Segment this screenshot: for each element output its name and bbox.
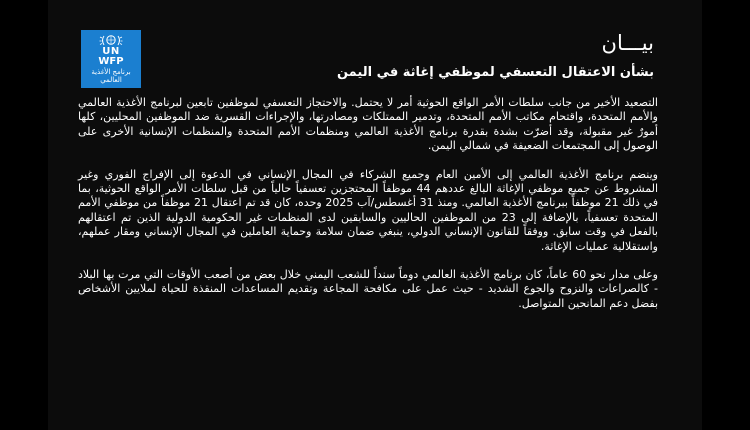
wfp-logo	[81, 30, 141, 88]
logo-arabic-text	[91, 68, 130, 84]
paragraph-1: التصعيد الأخير من جانب سلطات الأمر الواقع الحوثية أمر لا يحتمل. والاحتجاز التعسفي لموظفين تابعين لبرنامج الأغذية العالمي والأمم المتحدة، واقتحام مكاتب الأمم المتحدة، وتدمير الممتلكات ومصادرتها، والإجراءات القسرية ضد الموظفين المحليين، كلها أمورٌ غير مقبولة، وقد أضرّت بشدة بقدرة برنامج الأغذية العالمي ومنظمات الأمم المتحدة والمنظمات الإنسانية الأخرى على الوصول إلى المجتمعات الضعيفة في شمالي اليمن.	[78, 96, 658, 153]
statement-title: بيـــان	[601, 31, 654, 55]
paragraph-2: وينضم برنامج الأغذية العالمي إلى الأمين العام وجميع الشركاء في المجال الإنساني في الدعوة إلى الإفراج الفوري وغير المشروط عن جميع موظفي الإغاثة البالغ عددهم 44 موظفاً المحتجزين تعسفياً حالياً من قبل سلطات الأمر الواقع الحوثية، بما في ذلك 21 موظفاً ببرنامج الأغذية العالمي. ومنذ 31 أغسطس/آب 2025 وحده، كان قد تم اعتقال 21 موظفاً من موظفي الأمم المتحدة تعسفياً، بالإضافة إلى 23 من الموظفين الحاليين والسابقين لدى المنظمات غير الحكومية الدولية الذين تم اعتقالهم بالفعل في وقت سابق. ووفقاً للقانون الإنساني الدولي، ينبغي ضمان سلامة وحماية العاملين في المجال الإنساني ومقار عملهم، واستقلالية عمليات الإغاثة.	[78, 167, 659, 253]
heading-block	[337, 30, 654, 82]
statement-body	[78, 96, 658, 325]
un-laurel-icon	[96, 33, 126, 47]
statement-subtitle: بشأن الاعتقال التعسفي لموظفي إغاثة في اليمن	[336, 65, 654, 80]
statement-page	[48, 0, 702, 430]
logo-arabic-line1: برنامج الأغذية	[91, 68, 131, 76]
paragraph-3: وعلى مدار نحو 60 عاماً، كان برنامج الأغذية العالمي دوماً سنداً للشعب اليمني خلال بعض من أصعب الأوقات التي مرت بها البلاد - كالصراعات والنزوح والجوع الشديد - حيث عمل على مكافحة المجاعة وتقديم المساعدات المنقذة للحياة لملايين الأشخاص بفضل دعم المانحين المتواصل.	[78, 268, 658, 310]
logo-arabic-line2: العالمي	[100, 76, 122, 84]
logo-un-text: UN	[102, 46, 120, 57]
logo-wfp-text: WFP	[98, 56, 124, 67]
